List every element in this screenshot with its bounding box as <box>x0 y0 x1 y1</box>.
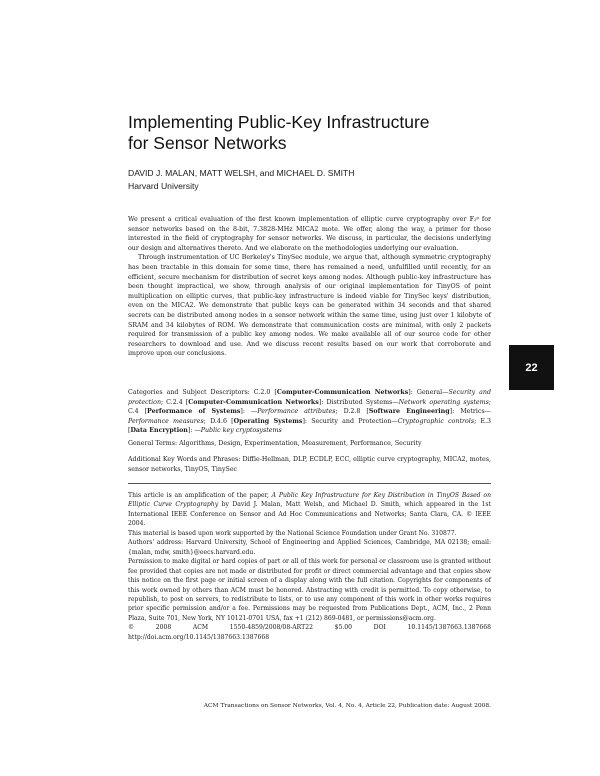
category-rest: ]: General— <box>408 389 449 396</box>
title-line-1: Implementing Public-Key Infrastructure <box>128 112 430 132</box>
category-sub: Performance attributes <box>257 408 336 416</box>
author-names: DAVID J. MALAN, MATT WELSH, and MICHAEL D. SMITH <box>128 168 355 178</box>
address-note: Authors' address: Harvard University, School of Engineering and Applied Sciences, Cambridge, MA 02138; email: {malan, mdw, smith}@eecs.harvard.edu. <box>128 539 491 556</box>
footnote-divider <box>128 483 491 484</box>
journal-footer: ACM Transactions on Sensor Networks, Vol. 4, No. 4, Article 22, Publication date: August 2008. <box>203 703 491 709</box>
amplification-lead: This article is an amplification of the paper, <box>128 492 272 499</box>
category-sub: Network operating systems <box>398 398 489 406</box>
permission-note: Permission to make digital or hard copies of part or all of this work for personal or classroom use is granted without fee provided that copies are not made or distributed for profit or direct commercial advantage and that copies show this notice on the first page or initial screen of a display along with the full citation. Copyrights for components of this work owned by others than ACM must be honored. Abstracting with credit is permitted. To copy otherwise, to republish, to post on servers, to redistribute to lists, or to use any component of this work in other works requires prior specific permission and/or a fee. Permissions may be requested from Publications Dept., ACM, Inc., 2 Penn Plaza, Suite 701, New York, NY 10121-0701 USA, fax +1 (212) 869-0481, or permissions@acm.org. <box>128 558 491 622</box>
category-lead: ; C.4 [ <box>128 398 491 416</box>
category-name: Data Encryption <box>130 427 188 435</box>
category-lead: ; D.2.8 [ <box>335 408 369 416</box>
copyright-note: © 2008 ACM 1550-4859/2008/08-ART22 $5.00 DOI 10.1145/1387663.1387668 http://doi.acm.org/10.1145/1387663.1387668 <box>128 624 491 641</box>
categories-lead: Categories and Subject Descriptors: C.2.0 [ <box>128 389 277 396</box>
category-rest: ]: Distributed Systems— <box>318 398 399 406</box>
category-name: Computer-Communication Networks <box>188 398 319 406</box>
amplification-title: A Public Key Infrastructure for Key Distribution in TinyOS Based on Elliptic Curve Cryptography <box>128 492 491 509</box>
category-name: Operating Systems <box>233 417 303 425</box>
support-note: This material is based upon work supported by the National Science Foundation under Grant No. 310877. <box>128 529 457 537</box>
category-sub: Cryptographic controls <box>397 417 475 425</box>
abstract <box>128 215 491 359</box>
amplification-rest: by David J. Malan, Matt Welsh, and Michael D. Smith, which appeared in the 1st International IEEE Conference on Sensor and Ad Hoc Communications and Networks; Santa Clara, CA. © IEEE 2004. <box>128 501 491 528</box>
title-line-2: for Sensor Networks <box>128 133 287 153</box>
categories <box>128 388 491 436</box>
author-block <box>128 167 508 193</box>
category-lead: ; C.2.4 [ <box>161 398 189 406</box>
abstract-paragraph-2: Through instrumentation of UC Berkeley's TinySec module, we argue that, although symmetric cryptography has been tractable in this domain for some time, there has remained a need, unfulfilled until recently, for an efficient, secure mechanism for distribution of secret keys among nodes. Although public-key infrastructure has been thought impractical, we show, through analysis of our original implementation for TinyOS of point multiplication on elliptic curves, that public-key infrastructure is indeed viable for TinySec keys' distribution, even on the MICA2. We demonstrate that public keys can be generated within 34 seconds and that shared secrets can be distributed among nodes in a sensor network within the same time, using just over 1 kilobyte of SRAM and 34 kilobytes of ROM. We demonstrate that communication costs are minimal, with only 2 packets required for transmission of a public key among nodes. We make available all of our source code for other researchers to download and use. And we discuss recent results based on our work that corroborate and improve upon our conclusions. <box>128 254 491 358</box>
category-sub: Public key cryptosystems <box>200 427 282 435</box>
keywords: Additional Key Words and Phrases: Diffie-Hellman, DLP, ECDLP, ECC, elliptic curve cryptography, MICA2, motes, sensor networks, TinyOS, TinySec <box>128 456 491 473</box>
affiliation: Harvard University <box>128 181 199 191</box>
category-name: Computer-Communication Networks <box>276 389 409 396</box>
category-rest: ]: — <box>187 427 201 435</box>
category-rest: ]: — <box>240 408 258 416</box>
category-name: Performance of Systems <box>147 408 241 416</box>
general-terms: General Terms: Algorithms, Design, Experimentation, Measurement, Performance, Security <box>128 440 422 447</box>
amplification-note <box>128 491 491 529</box>
category-rest: ]: Metrics— <box>449 408 491 416</box>
category-lead: ; D.4.6 [ <box>203 417 234 425</box>
abstract-paragraph-1: We present a critical evaluation of the first known implementation of elliptic curve cryptography over 𝔽₂ᵖ for sensor networks based on the 8-bit, 7.3828-MHz MICA2 mote. We offer, along the way, a primer for those interested in the field of cryptography for sensor networks. We discuss, in particular, the decisions underlying our design and alternatives thereto. And we elaborate on the methodologies underlying our evaluation. <box>128 216 491 252</box>
category-sub: Security and protection <box>128 389 491 406</box>
category-lead: ; E.3 [ <box>128 417 491 435</box>
paper-title <box>128 112 488 154</box>
category-sub: Performance measures <box>128 417 204 425</box>
category-rest: ]: Security and Protection— <box>302 417 398 425</box>
article-number-badge: 22 <box>509 345 554 390</box>
category-name: Software Engineering <box>368 408 450 416</box>
footnotes <box>128 491 491 642</box>
